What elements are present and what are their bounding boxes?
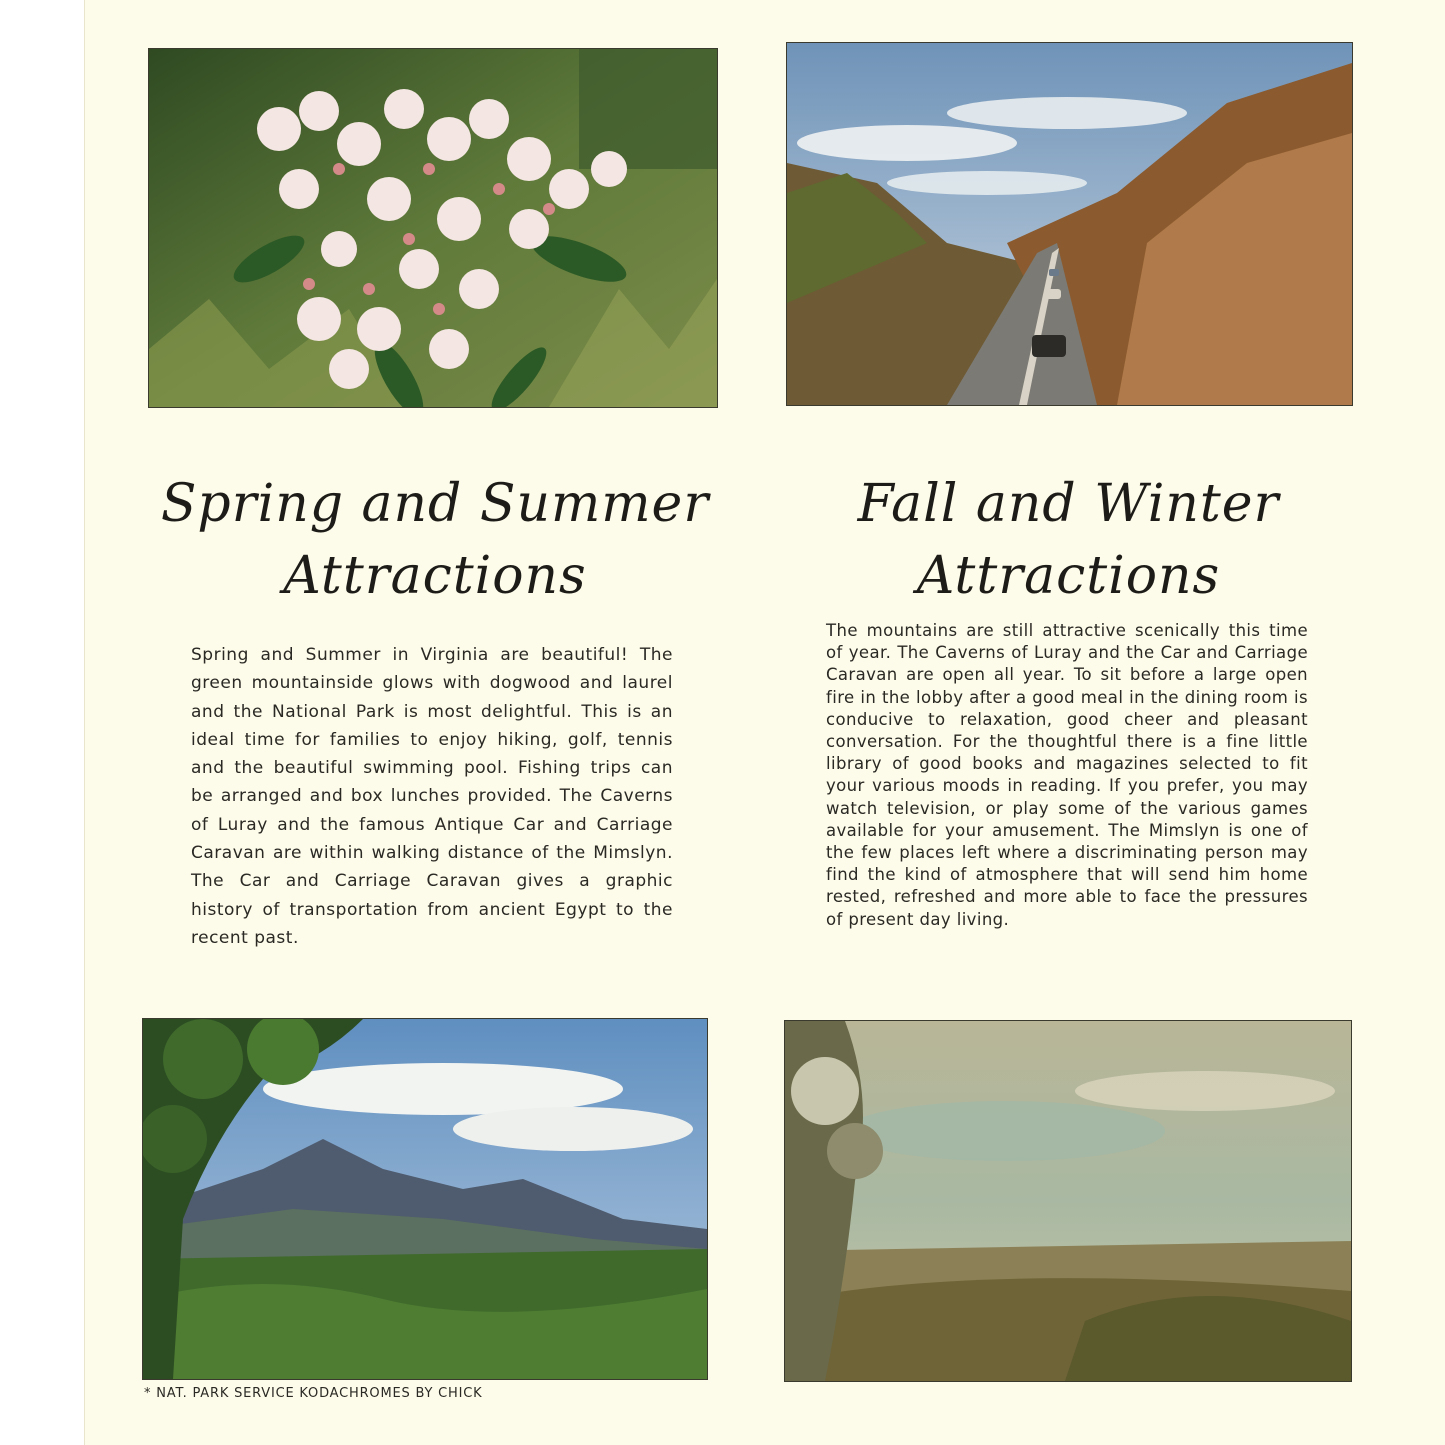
spring-summer-heading	[150, 468, 720, 612]
autumn-road-photo	[786, 42, 1353, 406]
winter-field-photo	[784, 1020, 1352, 1382]
heading-line-1: Fall and Winter	[857, 474, 1280, 534]
heading-line-2: Attractions	[283, 546, 587, 606]
heading-line-2: Attractions	[916, 546, 1221, 606]
fall-winter-paragraph: The mountains are still attractive scenically this time of year. The Caverns of Luray and the Car and Carriage Caravan are open all year. To sit before a large open fire in the lobby after a good meal in the dining room is conducive to relaxation, good cheer and pleasant conversation. For the thoughtful there is a fine little library of good books and magazines selected to fit your various moods in reading. If you prefer, you may watch television, or play some of the various games available for your amusement. The Mimslyn is one of the few places left where a discriminating person may find the kind of atmosphere that will send him home rested, refreshed and more able to face the pressures of present day living.	[826, 621, 1308, 929]
spring-summer-paragraph: Spring and Summer in Virginia are beautiful! The green mountainside glows with dogwood and laurel and the National Park is most delightful. This is an ideal time for families to enjoy hiking, golf, tennis and the beautiful swimming pool. Fishing trips can be arranged and box lunches provided. The Caverns of Luray and the famous Antique Car and Carriage Caravan are within walking distance of the Mimslyn. The Car and Carriage Caravan gives a graphic history of transportation from ancient Egypt to the recent past.	[191, 645, 673, 948]
fall-winter-heading	[786, 468, 1351, 612]
photo-credit: * NAT. PARK SERVICE KODACHROMES BY CHICK	[144, 1386, 483, 1401]
summer-mountain-photo	[142, 1018, 708, 1380]
heading-line-1: Spring and Summer	[160, 474, 710, 534]
mountain-laurel-photo	[148, 48, 718, 408]
